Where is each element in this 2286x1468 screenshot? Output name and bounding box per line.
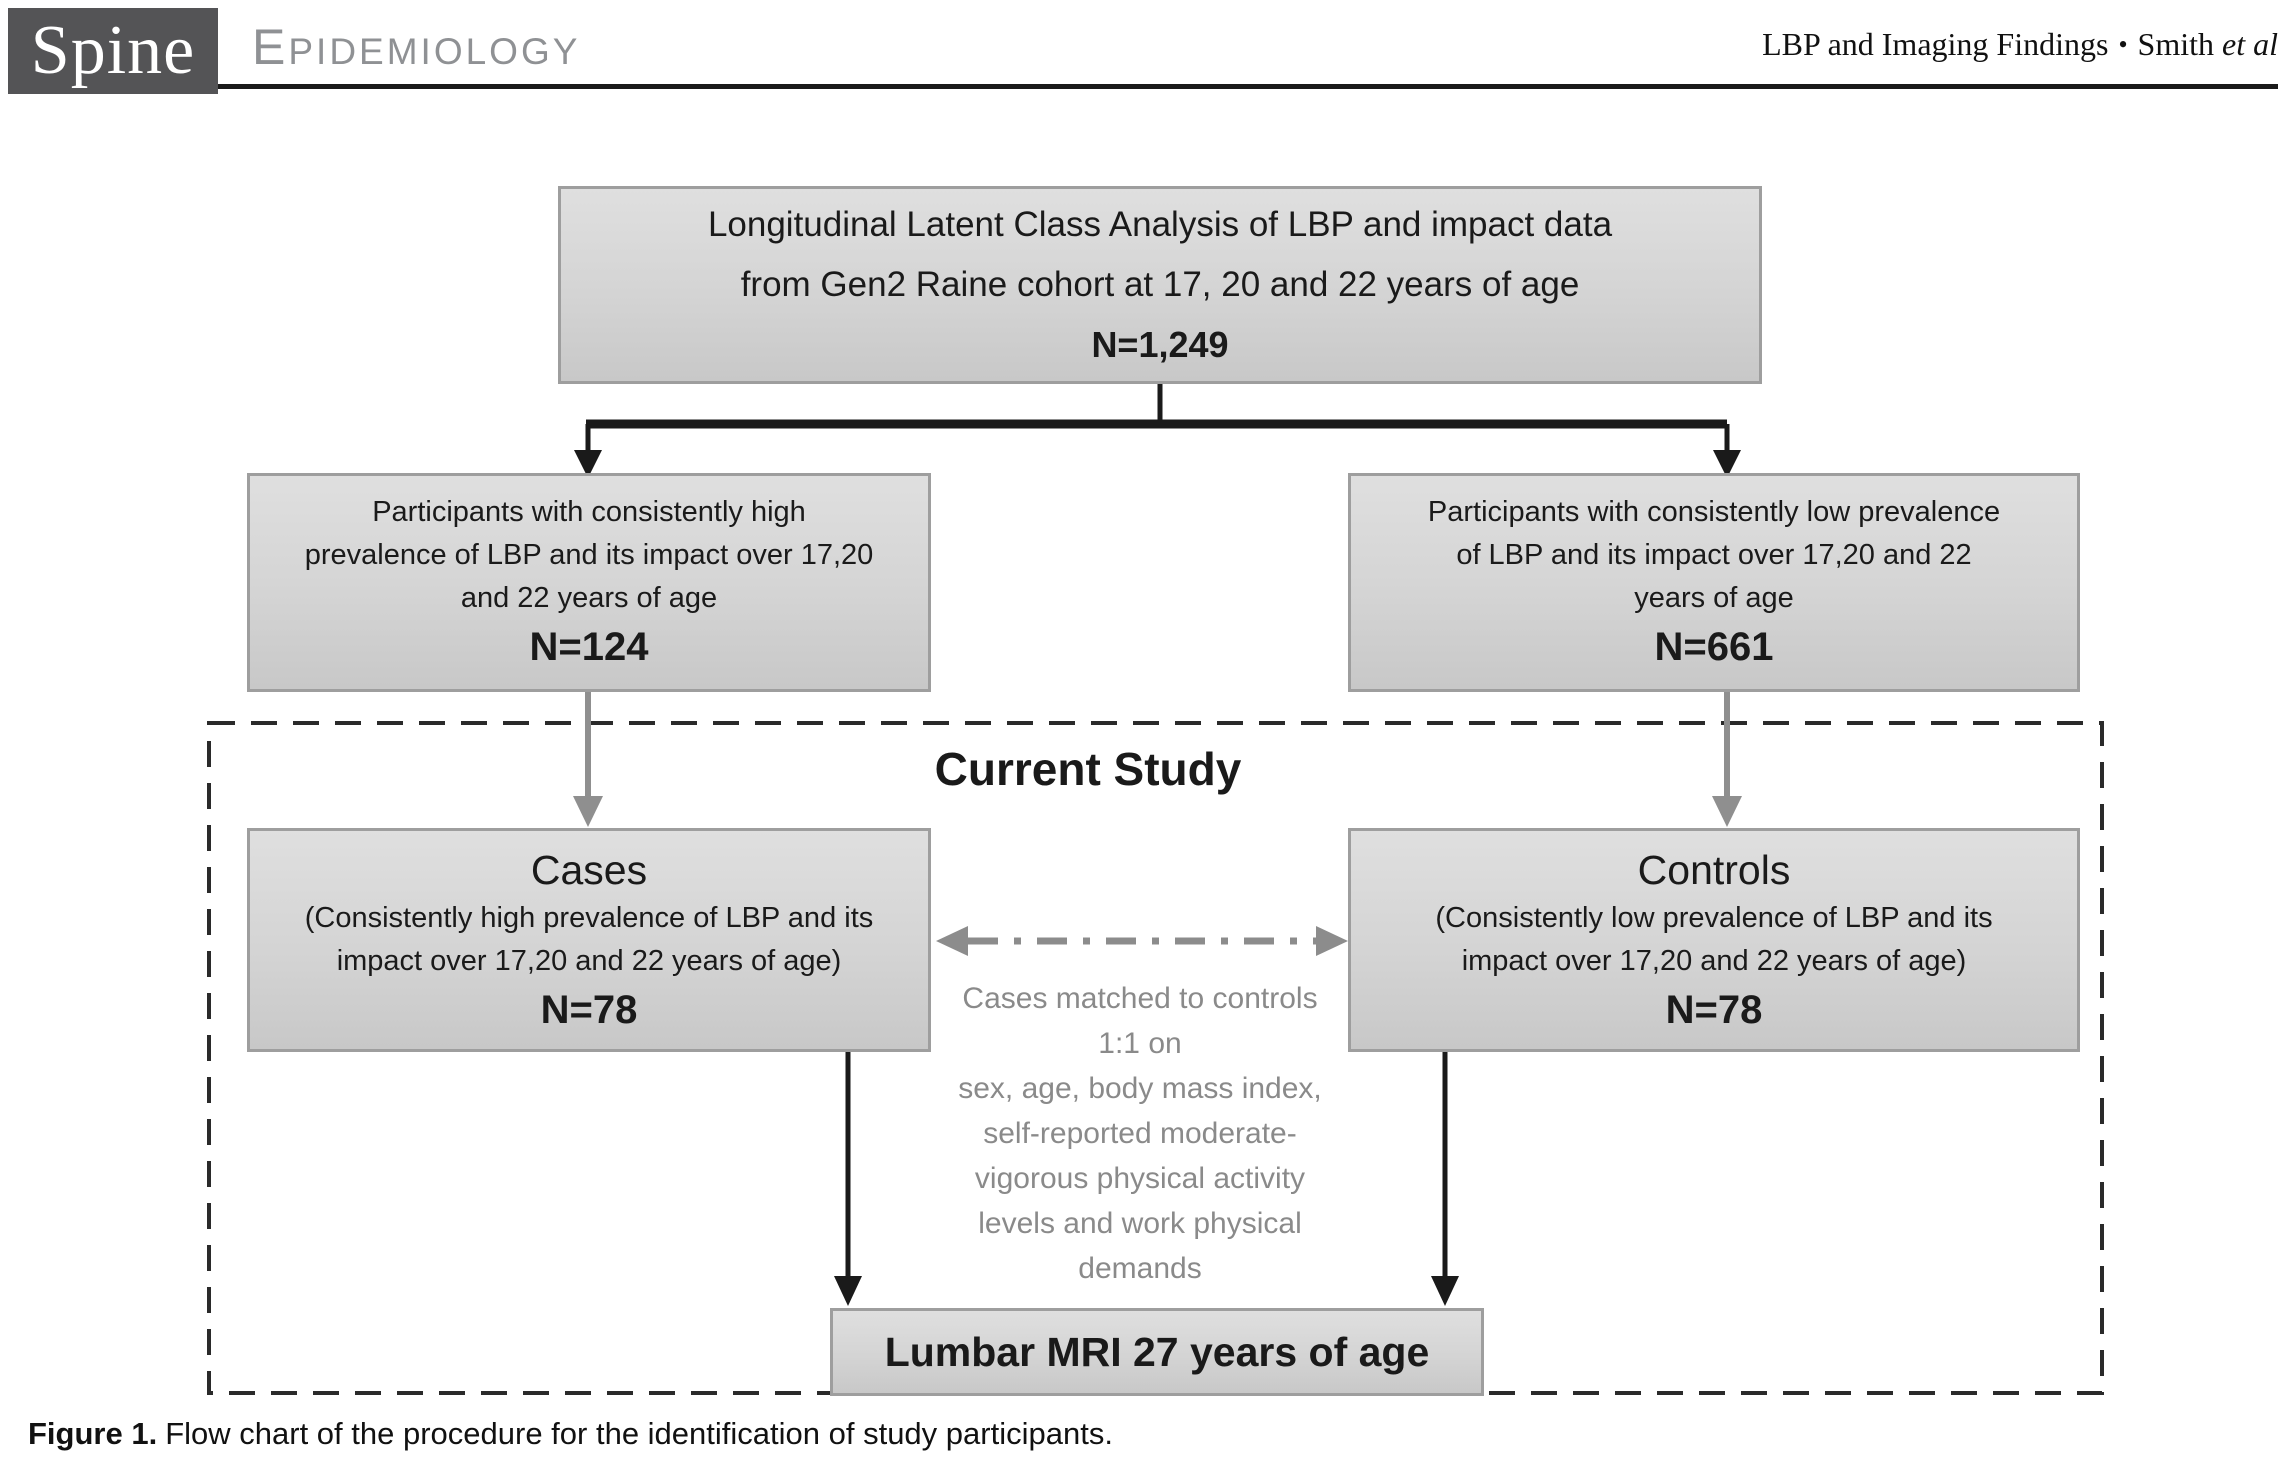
matching-note-line-1: Cases matched to controls: [962, 982, 1318, 1015]
running-title: LBP and Imaging Findings: [1762, 26, 2109, 62]
high-prevalence-line-1: Participants with consistently high: [372, 496, 806, 528]
matching-note: [930, 976, 1350, 1291]
arrowhead-high-to-cases: [573, 796, 603, 827]
lca-cohort-n: N=1,249: [1091, 324, 1229, 365]
controls-line-1: (Consistently low prevalence of LBP and its: [1435, 902, 1993, 934]
matching-note-line-6: levels and work physical: [978, 1207, 1302, 1240]
arrowhead-match-left: [936, 926, 968, 956]
low-prevalence-box: [1348, 473, 2080, 692]
running-etal: et al: [2222, 26, 2278, 62]
controls-box: [1348, 828, 2080, 1052]
cases-line-1: (Consistently high prevalence of LBP and its: [304, 902, 874, 934]
journal-logo-box: [8, 8, 218, 94]
cases-line-2: impact over 17,20 and 22 years of age): [336, 945, 842, 977]
matching-note-line-2: 1:1 on: [1098, 1027, 1182, 1060]
section-label-rest: PIDEMIOLOGY: [288, 31, 581, 72]
running-authors: Smith: [2137, 26, 2215, 62]
low-prevalence-line-1: Participants with consistently low prevalence: [1427, 496, 2001, 528]
high-prevalence-line-3: and 22 years of age: [460, 582, 718, 614]
arrowhead-match-right: [1316, 926, 1348, 956]
lca-cohort-line-2: from Gen2 Raine cohort at 17, 20 and 22 years of age: [740, 265, 1580, 304]
arrowhead-controls-to-mri: [1431, 1276, 1459, 1306]
bullet-separator-icon: •: [2118, 30, 2128, 59]
section-label: [252, 19, 581, 75]
low-prevalence-line-3: years of age: [1634, 582, 1794, 614]
running-head: [1762, 26, 2278, 63]
high-prevalence-n: N=124: [529, 625, 649, 669]
arrowhead-cases-to-mri: [834, 1276, 862, 1306]
journal-logo: Spine: [30, 12, 196, 89]
lca-cohort-line-1: Longitudinal Latent Class Analysis of LBP and impact data: [707, 205, 1613, 244]
lca-cohort-box: [558, 186, 1762, 384]
arrowhead-low-to-controls: [1712, 796, 1742, 827]
matching-note-line-4: self-reported moderate-: [983, 1117, 1297, 1150]
cases-n: N=78: [540, 988, 638, 1032]
cases-title: Cases: [530, 847, 648, 893]
controls-n: N=78: [1665, 988, 1763, 1032]
lumbar-mri-box: [830, 1308, 1484, 1396]
header-rule: [8, 84, 2278, 89]
cases-box: [247, 828, 931, 1052]
figure-caption-label: Figure 1.: [28, 1416, 158, 1451]
section-label-initial: E: [252, 19, 289, 75]
lumbar-mri-label: Lumbar MRI 27 years of age: [884, 1328, 1430, 1375]
high-prevalence-box: [247, 473, 931, 692]
figure-caption: [28, 1416, 1113, 1452]
controls-title: Controls: [1637, 847, 1791, 893]
figure-caption-text: Flow chart of the procedure for the identification of study participants.: [165, 1416, 1113, 1451]
controls-line-2: impact over 17,20 and 22 years of age): [1461, 945, 1967, 977]
low-prevalence-line-2: of LBP and its impact over 17,20 and 22: [1456, 539, 1972, 571]
matching-note-line-3: sex, age, body mass index,: [958, 1072, 1322, 1105]
matching-note-line-5: vigorous physical activity: [974, 1162, 1306, 1195]
matching-note-line-7: demands: [1078, 1252, 1202, 1285]
low-prevalence-n: N=661: [1654, 625, 1774, 669]
current-study-label: Current Study: [934, 743, 1242, 795]
high-prevalence-line-2: prevalence of LBP and its impact over 17,20: [304, 539, 874, 571]
